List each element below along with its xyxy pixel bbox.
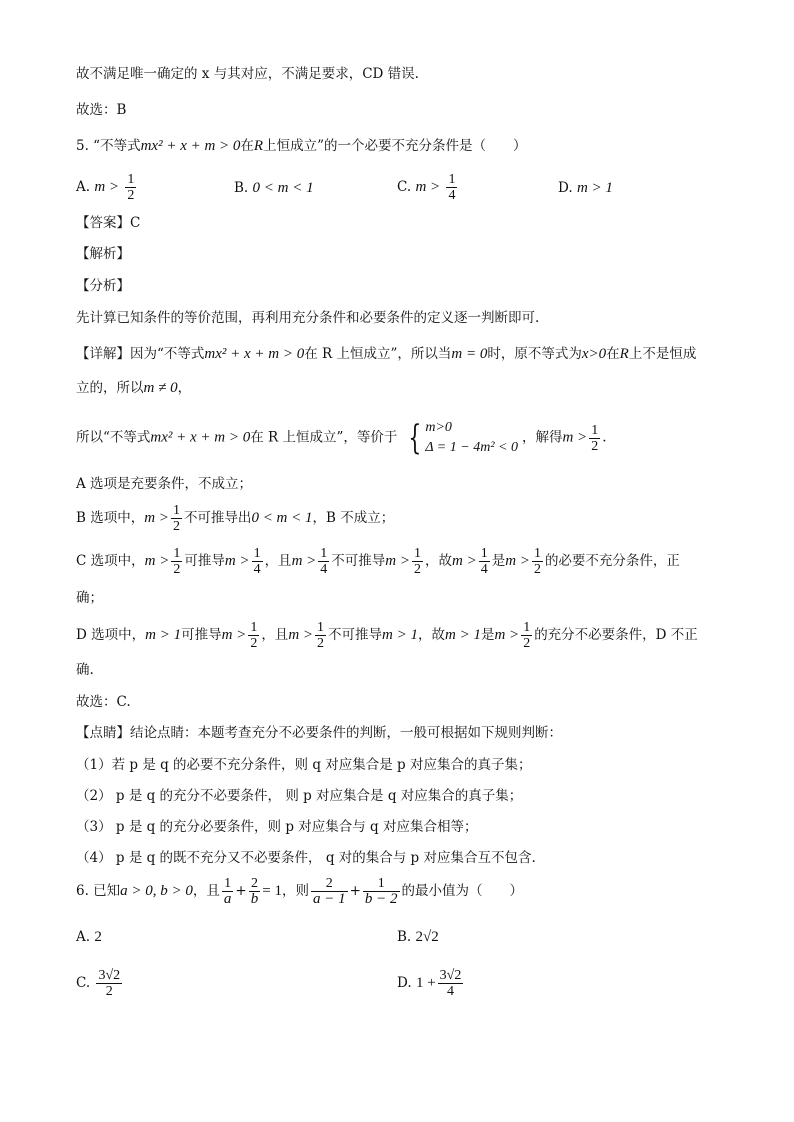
option-d-analysis: D 选项中，m > 1可推导m > $\frac{1}{2}$ ，且m > $\frac{1}{2}$ 不可推导m > 1，故m > 1是m > $\frac{1}{2}$ 的充分不必要条件，D 不正: [76, 620, 698, 651]
option-d-analysis-cont: 确.: [76, 662, 94, 678]
final-answer: 故选：C.: [76, 694, 131, 710]
question-6-stem: 6. 已知a > 0, b > 0，且 $\frac{1}{a}$ + $\frac{2}{b}$ = 1，则 $\frac{2}{a - 1}$ + $\frac{1}{b - 2}$ 的最小值为（ ）: [76, 876, 524, 907]
dianjing-heading: 【点睛】结论点睛：本题考查充分不必要条件的判断，一般可根据如下规则判断：: [76, 725, 562, 741]
left-brace: {: [408, 418, 422, 458]
answer-label: 【答案】C: [76, 215, 141, 231]
detail-line-2: 立的，所以m ≠ 0，: [76, 380, 192, 396]
q6-option-c: C. $\frac{3√2}{2}$: [76, 968, 121, 999]
detail-line-3: 所以“不等式mx² + x + m > 0在 R 上恒成立”，等价于 { m>0 Δ = 1 − 4m² < 0 ，解得m > $\frac{1}{2}$ .: [76, 418, 607, 458]
prev-conclusion-line: 故不满足唯一确定的 x 与其对应，不满足要求，CD 错误.: [76, 66, 419, 82]
option-c-analysis: C 选项中，m > $\frac{1}{2}$ 可推导m > $\frac{1}{4}$ ，且m > $\frac{1}{4}$ 不可推导m > $\frac{1}{2}$ ，故m > $\frac{1}{4}$ 是m > $\frac{1}{2}$ 的必要不充分条件，正: [76, 546, 680, 577]
detail-line-1: 【详解】因为“不等式mx² + x + m > 0在 R 上恒成立”，所以当m = 0时，原不等式为x>0在R上不是恒成: [76, 346, 697, 362]
inequality-system: { m>0 Δ = 1 − 4m² < 0: [408, 418, 518, 458]
question-5-stem: 5. “不等式mx² + x + m > 0在R上恒成立”的一个必要不充分条件是（ ）: [76, 138, 527, 154]
rule-1: （1）若 p 是 q 的必要不充分条件，则 q 对应集合是 p 对应集合的真子集；: [76, 757, 532, 773]
fenxi-text: 先计算已知条件的等价范围，再利用充分条件和必要条件的定义逐一判断即可.: [76, 310, 540, 326]
q5-option-d: D. m > 1: [558, 180, 613, 196]
q6-option-a: A. 2: [76, 929, 102, 945]
analysis-label: 【解析】: [76, 246, 130, 262]
option-b-analysis: B 选项中，m > $\frac{1}{2}$ 不可推导出0 < m < 1，B 不成立；: [76, 503, 395, 534]
q5-option-b: B. 0 < m < 1: [234, 180, 314, 196]
fraction-one-half: $\frac{1}{2}$: [127, 172, 135, 203]
option-a-analysis: A 选项是充要条件，不成立；: [76, 476, 253, 492]
q5-option-c: C. m > $\frac{1}{4}$: [397, 172, 456, 203]
q5-option-a: A. m > $\frac{1}{2}$: [76, 172, 135, 203]
rule-3: （3） p 是 q 的充分必要条件，则 p 对应集合与 q 对应集合相等；: [76, 819, 478, 835]
fenxi-label: 【分析】: [76, 278, 130, 294]
q6-option-b: B. 2√2: [397, 929, 439, 945]
q6-option-d: D. 1 + $\frac{3√2}{4}$: [397, 968, 462, 999]
prev-answer-line: 故选：B: [76, 102, 127, 118]
fraction-one-quarter: $\frac{1}{4}$: [448, 172, 456, 203]
option-c-analysis-cont: 确；: [76, 590, 103, 606]
rule-2: （2） p 是 q 的充分不必要条件， 则 p 对应集合是 q 对应集合的真子集；: [76, 788, 523, 804]
rule-4: （4） p 是 q 的既不充分又不必要条件， q 对的集合与 p 对应集合互不包含.: [76, 850, 536, 866]
